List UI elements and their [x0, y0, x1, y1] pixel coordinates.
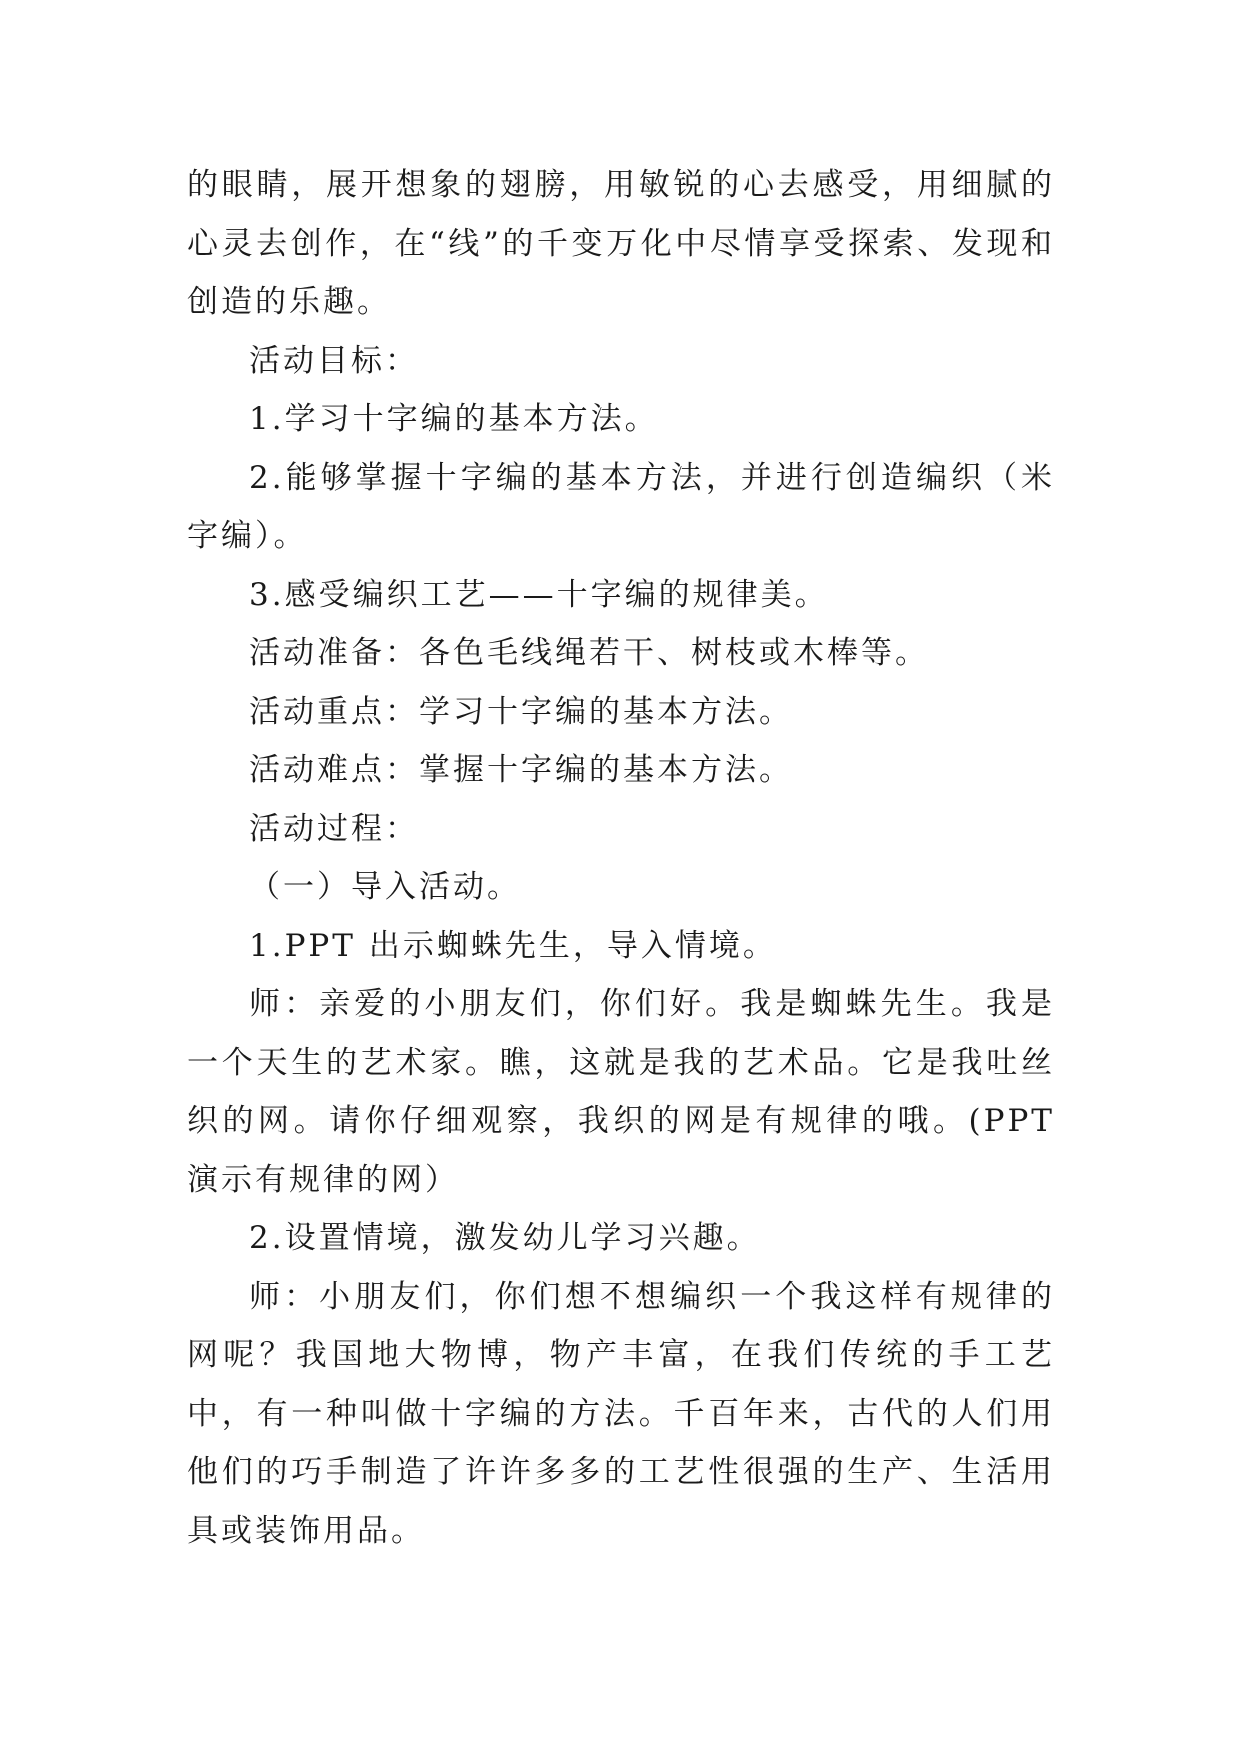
goal-item-3: 3.感受编织工艺——十字编的规律美。 — [249, 576, 829, 613]
heading-activity-goals: 活动目标： — [249, 342, 419, 379]
teacher-speech-2: 师：小朋友们，你们想不想编织一个我这样有规律的网呢？我国地大物博，物产丰富，在我们传统的手工艺中，有一种叫做十字编的方法。千百年来，古代的人们用他们的巧手制造了许许多多的工艺性很强的生产、生活用具或装饰用品。 — [187, 1278, 1055, 1549]
goal-item-1: 1.学习十字编的基本方法。 — [249, 401, 659, 437]
activity-difficulty: 活动难点：掌握十字编的基本方法。 — [249, 752, 793, 788]
activity-key-point: 活动重点：学习十字编的基本方法。 — [249, 693, 793, 730]
heading-activity-process: 活动过程： — [249, 810, 419, 847]
step-1: 1.PPT 出示蜘蛛先生，导入情境。 — [249, 927, 777, 964]
teacher-speech-1: 师：亲爱的小朋友们，你们好。我是蜘蛛先生。我是一个天生的艺术家。瞧，这就是我的艺术品。它是我吐丝织的网。请你仔细观察，我织的网是有规律的哦。(PPT 演示有规律的网） — [187, 986, 1055, 1198]
section-intro-activity: （一）导入活动。 — [249, 869, 521, 905]
document-body — [187, 156, 1055, 1560]
activity-preparation: 活动准备：各色毛线绳若干、树枝或木棒等。 — [249, 635, 929, 671]
step-2: 2.设置情境，激发幼儿学习兴趣。 — [249, 1220, 761, 1256]
paragraph-continuation: 的眼睛，展开想象的翅膀，用敏锐的心去感受，用细腻的心灵去创作，在“线”的千变万化中尽情享受探索、发现和创造的乐趣。 — [187, 167, 1055, 320]
goal-item-2: 2.能够掌握十字编的基本方法，并进行创造编织（米字编）。 — [187, 459, 1055, 554]
